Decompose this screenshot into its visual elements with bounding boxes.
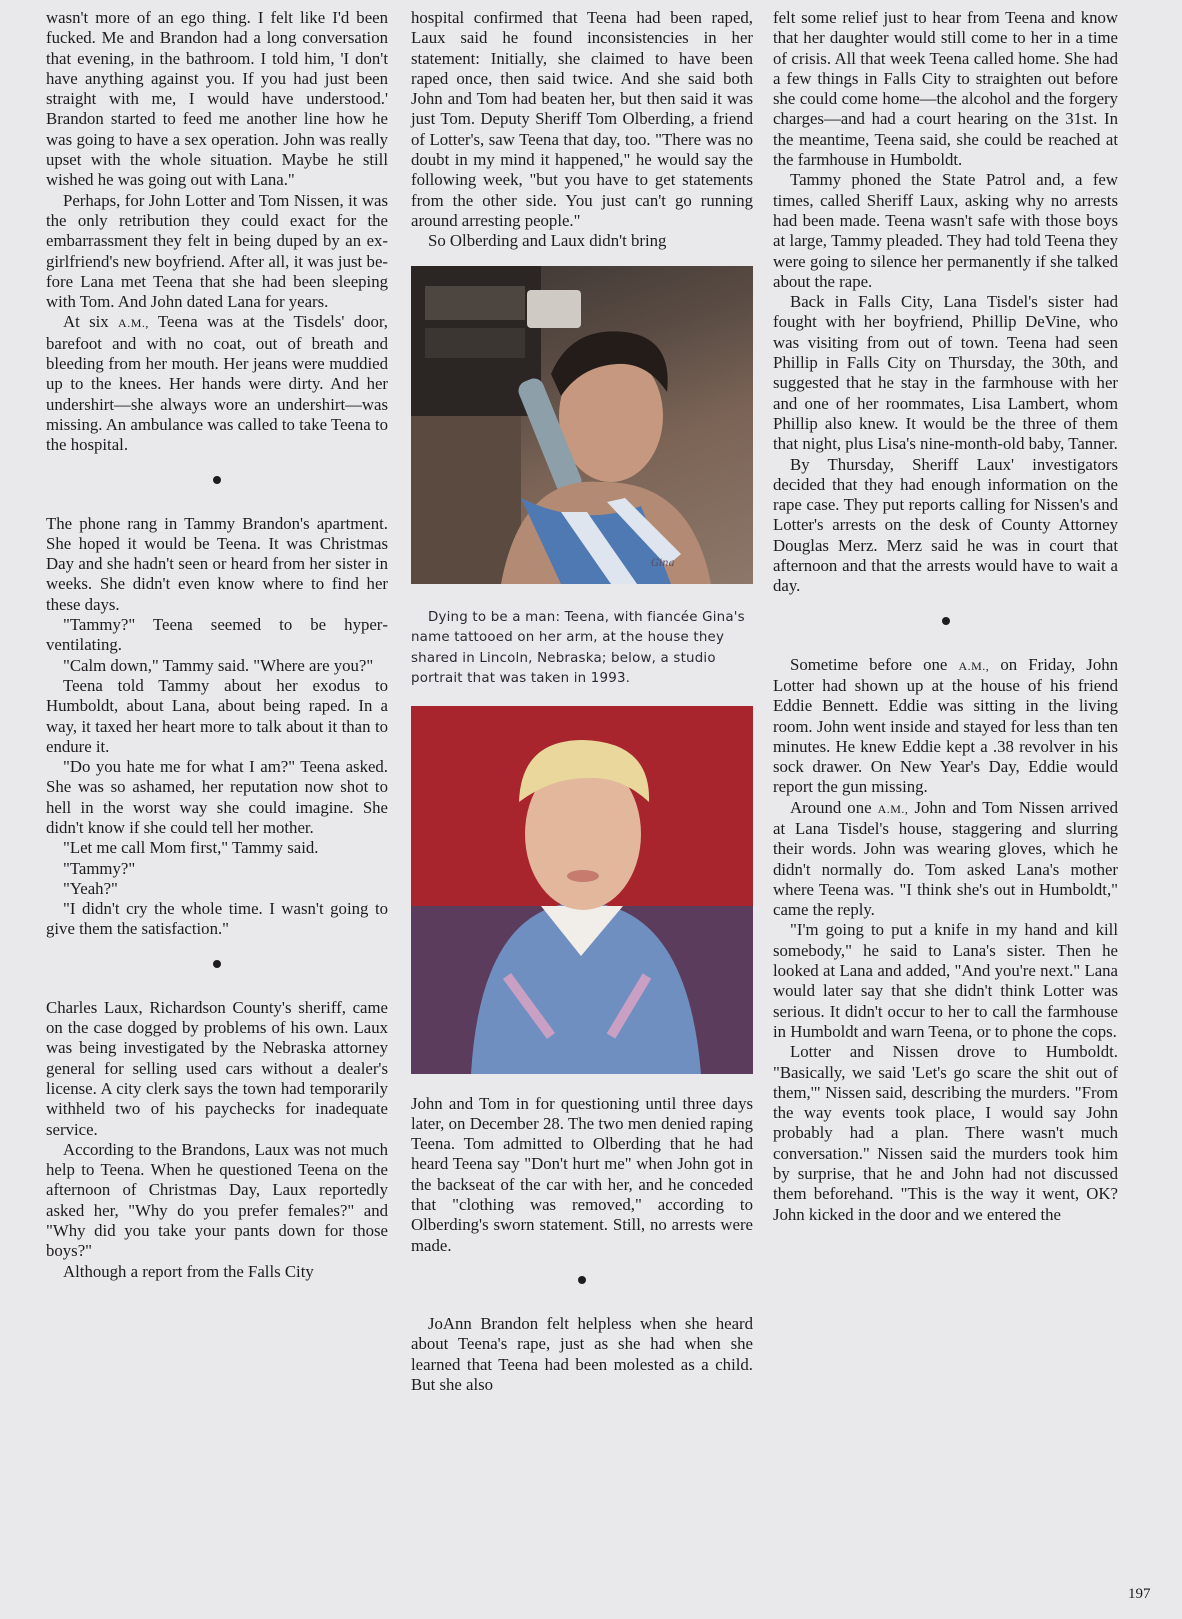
- text-column-2: [411, 8, 753, 1395]
- paragraph: Back in Falls City, Lana Tisdel's sister had fought with her boyfriend, Phillip DeVine, who was visiting from out of town. Teena had seen Phillip in Falls City on Thursday, the 30th, and suggested that he stay in the farmhouse with her and one of her roommates, Lisa Lambert, whom Phillip also knew. It would be the three of them that night, plus Lisa's nine-month-old baby, Tanner.: [773, 292, 1118, 454]
- paragraph: So Olberding and Laux didn't bring: [428, 231, 667, 251]
- paragraph: "Let me call Mom first," Tammy said.: [63, 838, 319, 858]
- paragraph: According to the Brandons, Laux was not much help to Teena. When he questioned Teena on the afternoon of Christmas Day, Laux reportedly asked her, "Why do you prefer females?" and "Why did you take your pants down for those boys?": [46, 1139, 388, 1261]
- paragraph: Tammy phoned the State Patrol and, a few times, called Sheriff Laux, asking why no arrests had been made. Teena wasn't safe with those boys at large, Tammy pleaded. They had told Teena they were going to silence her permanently if she talked about the rape.: [773, 170, 1118, 291]
- paragraph: Teena told Tammy about her exodus to Humboldt, about Lana, about being raped. In a way, it taxed her heart more to talk about it than to endure it.: [46, 675, 388, 756]
- text-run: At six: [63, 312, 109, 332]
- text-run: Teena was at the Tisdels' door, barefoot and with no coat, out of breath and bleeding from her mouth. Her jeans were muddied up to the knees. Her hands were dirty. And her undershirt—she always wore an undershirt—was missing. An ambulance was called to take Teena to the hospital.: [46, 312, 388, 455]
- paragraph: The phone rang in Tammy Brandon's apartment. She hoped it would be Teena. It was Christmas Day and she hadn't seen or heard from her sister in weeks. She didn't even know where to find her these days.: [46, 513, 388, 614]
- photo-caption: Dying to be a man: Teena, with fiancée Gina's name tattooed on her arm, at the house they shared in Lincoln, Nebraska; below, a studio portrait that was taken in 1993.: [411, 609, 745, 687]
- section-break-bullet: [213, 476, 221, 484]
- paragraph: John and Tom in for questioning until three days later, on December 28. The two men denied raping Teena. Tom admitted to Olberding that he had heard Teena say "Don't hurt me" when John got in the backseat of the car with her, and he conceded that "clothing was removed," according to Olberding's sworn statement. Still, no arrests were made.: [411, 1093, 753, 1255]
- paragraph: [46, 312, 388, 455]
- paragraph: "Yeah?": [63, 878, 118, 898]
- paragraph: [773, 798, 1118, 921]
- paragraph: By Thursday, Sheriff Laux' investigators decided that they had enough information on the rape case. They put reports calling for Nissen's and Lotter's arrests on the desk of County Attorney Douglas Merz. Merz said he was in court that afternoon and that the arrests would have to wait a day.: [773, 454, 1118, 596]
- text-run: on Friday,: [1000, 654, 1076, 674]
- section-break-bullet: [578, 1276, 586, 1284]
- text-run: Sometime before one: [790, 654, 948, 674]
- photo-studio-portrait: [411, 706, 753, 1074]
- text-column-1: [46, 8, 388, 1282]
- section-break-bullet: [213, 960, 221, 968]
- small-caps-time: A.M.,: [877, 801, 909, 816]
- paragraph: [773, 655, 1118, 798]
- text-column-3: [773, 8, 1118, 1225]
- paragraph: Perhaps, for John Lotter and Tom Nissen, it was the only retribution they could exact for the embarrassment they felt in being duped by an ex-girlfriend's new boyfriend. After all, it was just before Lana met Teena that she had been sleeping with Tom. And John dated Lana for years.: [46, 190, 388, 312]
- paragraph: wasn't more of an ego thing. I felt like I'd been fucked. Me and Brandon had a long conversation that evening, in the bathroom. I told him, 'I don't have anything against you. If you had just been straight with me, I would have understood.' Brandon started to feed me another line how he was going to have a sex operation. John was really upset with the whole situation. Maybe he still wished he was going out with Lana.": [46, 8, 388, 190]
- tattoo-text: Gina: [651, 557, 675, 569]
- paragraph: Although a report from the Falls City: [63, 1261, 314, 1281]
- paragraph: Lotter and Nissen drove to Humboldt. "Basically, we said 'Let's go scare the shit out of them,'" Nissen said, describing the murders. "From the way events took place, I would say John probably had a plan. There wasn't much conversation." Nissen said the murders took him by surprise, that he and John had not discussed them beforehand. "This is the way it went, OK? John kicked in the door and we entered the: [773, 1042, 1118, 1224]
- photo-teena-on-phone: [411, 266, 753, 584]
- text-run: John and Tom Nissen arrived at Lana Tisdel's house, staggering and slurring their words. John was wearing gloves, which he didn't normally do. Tom asked Lana's mother where Teena was. "I think she's out in Humboldt," came the reply.: [773, 797, 1118, 920]
- text-run: Around one: [790, 797, 872, 817]
- text-run: John Lotter had shown up at the house of his friend Eddie Bennett. Eddie was sitting in the living room. John went inside and stayed for less than ten minutes. He knew Eddie kept a .38 revolver in his sock drawer. On New Year's Day, Eddie would report the gun missing.: [773, 654, 1118, 797]
- paragraph: Charles Laux, Richardson County's sheriff, came on the case dogged by problems of his own. Laux was being investigated by the Nebraska attorney general for selling used cars without a dealer's license. A city clerk says the town had temporarily withheld two of his paychecks for inadequate service.: [46, 997, 388, 1139]
- paragraph: JoAnn Brandon felt helpless when she heard about Teena's rape, just as she had when she learned that Teena had been molested as a child. But she also: [411, 1313, 753, 1394]
- paragraph: hospital confirmed that Teena had been raped, Laux said he found inconsistencies in her statement: Initially, she claimed to have been raped once, then said twice. And she said both John and Tom had beaten her, but then said it was just Tom. Deputy Sheriff Tom Olberding, a friend of Lotter's, saw Teena that day, too. "There was no doubt in my mind it happened," he would say the following week, "but you have to get statements from the other side. You just can't go running around arresting people.": [411, 8, 753, 230]
- photo-illustration: [411, 266, 753, 584]
- paragraph: "Calm down," Tammy said. "Where are you?": [63, 655, 374, 675]
- section-break-bullet: [942, 617, 950, 625]
- photo-illustration: [411, 706, 753, 1074]
- paragraph: "Tammy?" Teena seemed to be hyperventilating.: [46, 615, 388, 655]
- paragraph: "Tammy?": [63, 858, 136, 878]
- small-caps-time: A.M.,: [958, 658, 990, 673]
- paragraph: "I didn't cry the whole time. I wasn't going to give them the satisfaction.": [46, 899, 388, 939]
- paragraph: "I'm going to put a knife in my hand and kill somebody," he said to Lana's sister. Then he looked at Lana and added, "And you're next." Lana would later say that she didn't think Lotter was serious. It didn't occur to her to call the farmhouse in Humboldt and warn Teena, or to phone the cops.: [773, 920, 1118, 1041]
- small-caps-time: A.M.,: [118, 316, 149, 331]
- paragraph: "Do you hate me for what I am?" Teena asked. She was so ashamed, her reputation now shot to hell in the worst way she could imagine. She didn't know if she could tell her mother.: [46, 757, 388, 837]
- paragraph: felt some relief just to hear from Teena and know that her daughter would still come to her in a time of crisis. All that week Teena called home. She had a few things in Falls City to straighten out before she could come home—the alcohol and the forgery charges—and had a court hearing on the 31st. In the meantime, Teena said, she could be reached at the farmhouse in Humboldt.: [773, 8, 1118, 170]
- page-number: 197: [1128, 1586, 1151, 1602]
